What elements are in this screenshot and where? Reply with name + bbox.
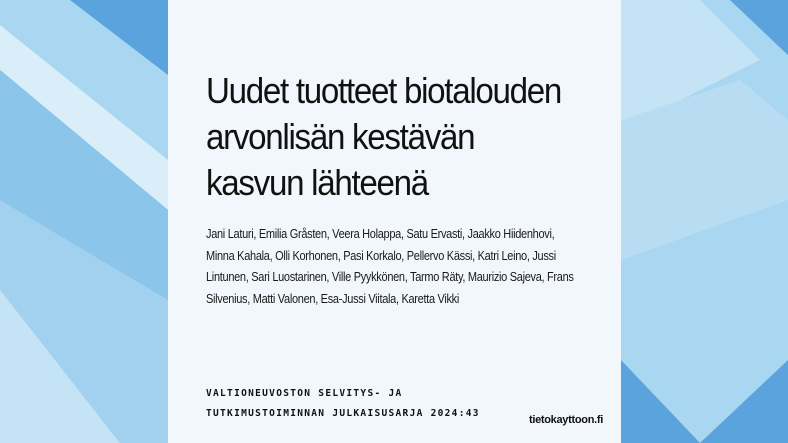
report-title: Uudet tuotteet biotalouden arvonlisän kestävän kasvun lähteenä	[206, 70, 562, 203]
author-list: Jani Laturi, Emilia Gråsten, Veera Holappa, Satu Ervasti, Jaakko Hiidenhovi, Minna Kahala, Olli Korhonen, Pasi Korkalo, Pellervo Kässi, Katri Leino, Jussi Lintunen, Sari Luostarinen, Ville Pyykkönen, Tarmo Räty, Maurizio Sajeva, Frans Silvenius, Matti Valonen, Esa-Jussi Viitala, Karetta Vikki	[206, 227, 574, 306]
publication-series	[206, 384, 480, 424]
series-line-2: TUTKIMUSTOIMINNAN JULKAISUSARJA 2024:43	[206, 408, 480, 419]
website-link[interactable]: tietokayttoon.fi	[528, 414, 603, 426]
cover-card	[168, 0, 621, 443]
series-line-1: VALTIONEUVOSTON SELVITYS- JA	[206, 388, 403, 399]
